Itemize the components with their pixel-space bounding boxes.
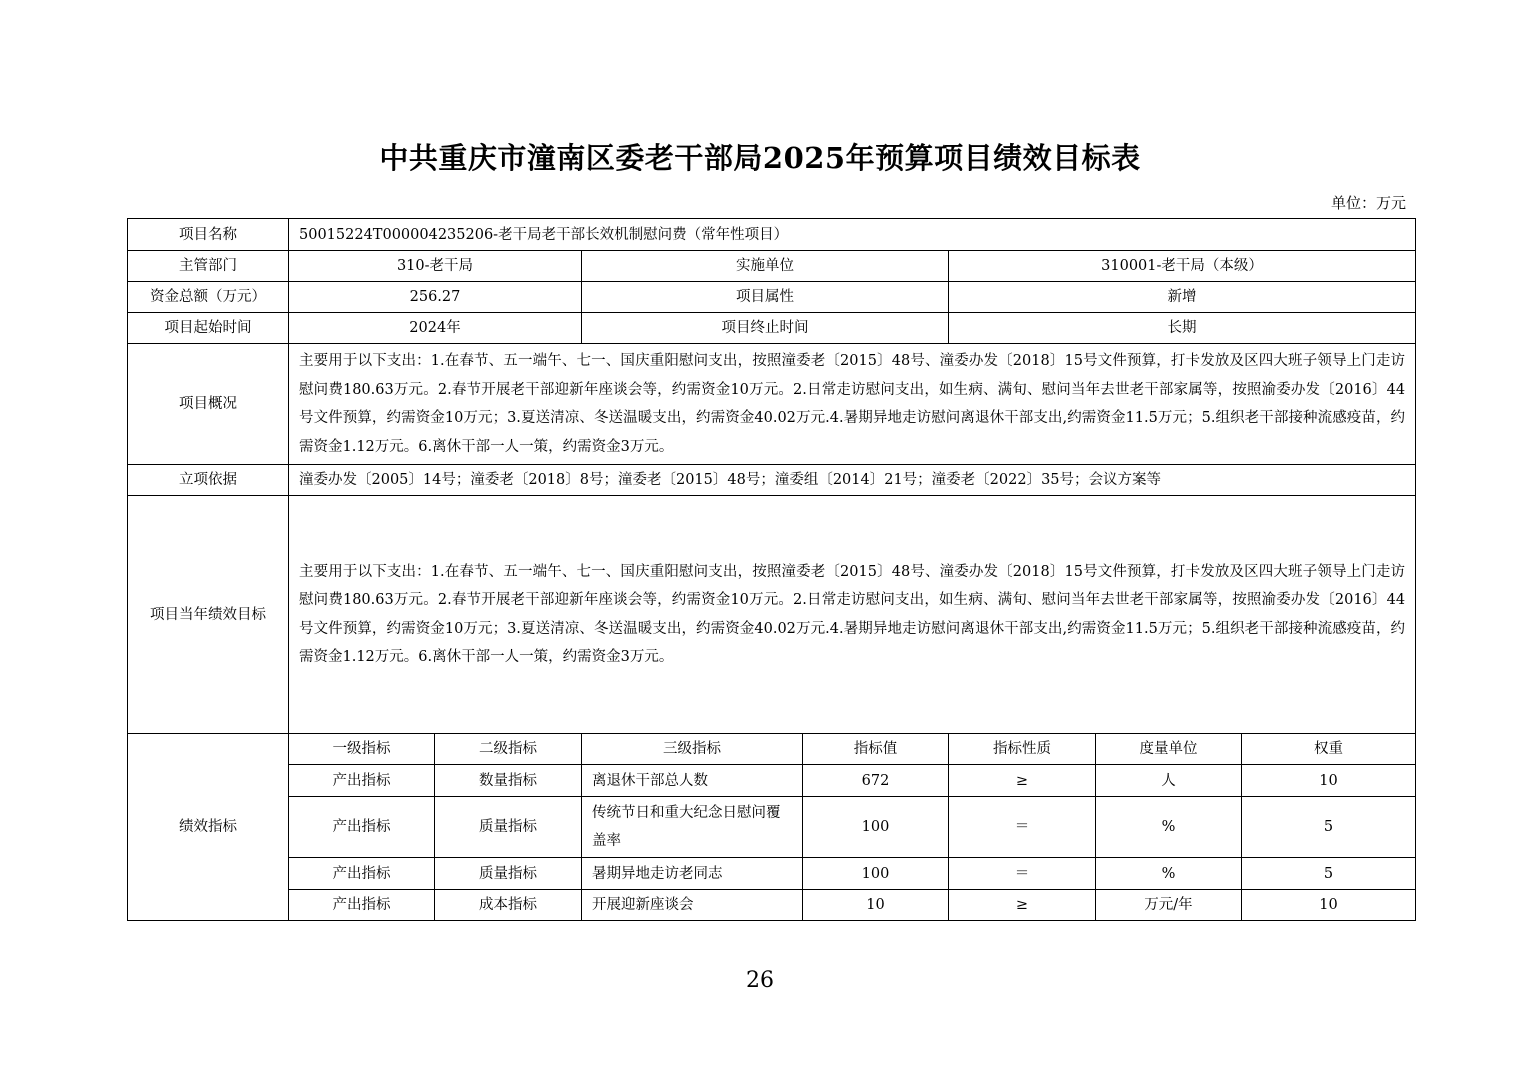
- level1-cell: 产出指标: [289, 765, 435, 797]
- level1-cell: 产出指标: [289, 890, 435, 921]
- overview-text: 主要用于以下支出：1.在春节、五一端午、七一、国庆重阳慰问支出，按照潼委老〔2015〕48号、潼委办发〔2018〕15号文件预算，打卡发放及区四大班子领导上门走访慰问费180.63万元。2.春节开展老干部迎新年座谈会等，约需资金10万元。2.日常走访慰问支出，如生病、满旬、慰问当年去世老干部家属等，按照渝委办发〔2016〕44号文件预算，约需资金10万元；3.夏送清凉、冬送温暖支出，约需资金40.02万元.4.暑期异地走访慰问离退休干部支出,约需资金11.5万元；5.组织老干部接种流感疫苗，约需资金1.12万元。6.离休干部一人一策，约需资金3万元。: [289, 344, 1416, 465]
- indicator-header: 指标性质: [949, 734, 1096, 765]
- indicator-header: 二级指标: [435, 734, 582, 765]
- level1-cell: 产出指标: [289, 797, 435, 858]
- unit-cell: %: [1096, 858, 1242, 890]
- level2-cell: 质量指标: [435, 858, 582, 890]
- indicators-label: 绩效指标: [128, 734, 289, 921]
- indicator-header: 权重: [1242, 734, 1416, 765]
- table-row: [128, 797, 1416, 858]
- level2-cell: 数量指标: [435, 765, 582, 797]
- value-cell: 100: [803, 797, 949, 858]
- basis-text: 潼委办发〔2005〕14号；潼委老〔2018〕8号；潼委老〔2015〕48号；潼委组〔2014〕21号；潼委老〔2022〕35号；会议方案等: [289, 465, 1416, 496]
- end-time-label: 项目终止时间: [582, 313, 949, 344]
- nature-cell: ≥: [949, 765, 1096, 797]
- project-attr-value: 新增: [949, 282, 1416, 313]
- end-time-value: 长期: [949, 313, 1416, 344]
- nature-cell: ＝: [949, 797, 1096, 858]
- level3-cell: 开展迎新座谈会: [582, 890, 803, 921]
- project-name-label: 项目名称: [128, 219, 289, 251]
- funds-value: 256.27: [289, 282, 582, 313]
- start-time-label: 项目起始时间: [128, 313, 289, 344]
- weight-cell: 5: [1242, 797, 1416, 858]
- weight-cell: 10: [1242, 765, 1416, 797]
- level3-cell: 传统节日和重大纪念日慰问覆盖率: [582, 797, 803, 858]
- page-title: 中共重庆市潼南区委老干部局2025年预算项目绩效目标表: [379, 141, 1141, 175]
- weight-cell: 10: [1242, 890, 1416, 921]
- value-cell: 10: [803, 890, 949, 921]
- page-number: 26: [746, 968, 774, 993]
- project-name-value: 50015224T000004235206-老干局老干部长效机制慰问费（常年性项目）: [289, 219, 1416, 251]
- level2-cell: 成本指标: [435, 890, 582, 921]
- value-cell: 100: [803, 858, 949, 890]
- indicator-header: 一级指标: [289, 734, 435, 765]
- goal-label: 项目当年绩效目标: [128, 496, 289, 734]
- value-cell: 672: [803, 765, 949, 797]
- level3-cell: 离退休干部总人数: [582, 765, 803, 797]
- goal-text: 主要用于以下支出：1.在春节、五一端午、七一、国庆重阳慰问支出，按照潼委老〔2015〕48号、潼委办发〔2018〕15号文件预算，打卡发放及区四大班子领导上门走访慰问费180.63万元。2.春节开展老干部迎新年座谈会等，约需资金10万元。2.日常走访慰问支出，如生病、满旬、慰问当年去世老干部家属等，按照渝委办发〔2016〕44号文件预算，约需资金10万元；3.夏送清凉、冬送温暖支出，约需资金40.02万元.4.暑期异地走访慰问离退休干部支出,约需资金11.5万元；5.组织老干部接种流感疫苗，约需资金1.12万元。6.离休干部一人一策，约需资金3万元。: [289, 496, 1416, 734]
- basis-label: 立项依据: [128, 465, 289, 496]
- indicator-header: 三级指标: [582, 734, 803, 765]
- table-row: [128, 858, 1416, 890]
- nature-cell: ≥: [949, 890, 1096, 921]
- project-attr-label: 项目属性: [582, 282, 949, 313]
- start-time-value: 2024年: [289, 313, 582, 344]
- level2-cell: 质量指标: [435, 797, 582, 858]
- unit-cell: 人: [1096, 765, 1242, 797]
- unit-cell: %: [1096, 797, 1242, 858]
- impl-unit-value: 310001-老干局（本级）: [949, 251, 1416, 282]
- dept-label: 主管部门: [128, 251, 289, 282]
- unit-cell: 万元/年: [1096, 890, 1242, 921]
- overview-label: 项目概况: [128, 344, 289, 465]
- dept-value: 310-老干局: [289, 251, 582, 282]
- nature-cell: ＝: [949, 858, 1096, 890]
- level1-cell: 产出指标: [289, 858, 435, 890]
- level3-cell: 暑期异地走访老同志: [582, 858, 803, 890]
- funds-label: 资金总额（万元）: [128, 282, 289, 313]
- indicator-header: 指标值: [803, 734, 949, 765]
- indicator-header: 度量单位: [1096, 734, 1242, 765]
- impl-unit-label: 实施单位: [582, 251, 949, 282]
- unit-label: 单位：万元: [1330, 194, 1406, 212]
- table-row: [128, 765, 1416, 797]
- table-row: [128, 890, 1416, 921]
- performance-target-table: [127, 218, 1416, 921]
- weight-cell: 5: [1242, 858, 1416, 890]
